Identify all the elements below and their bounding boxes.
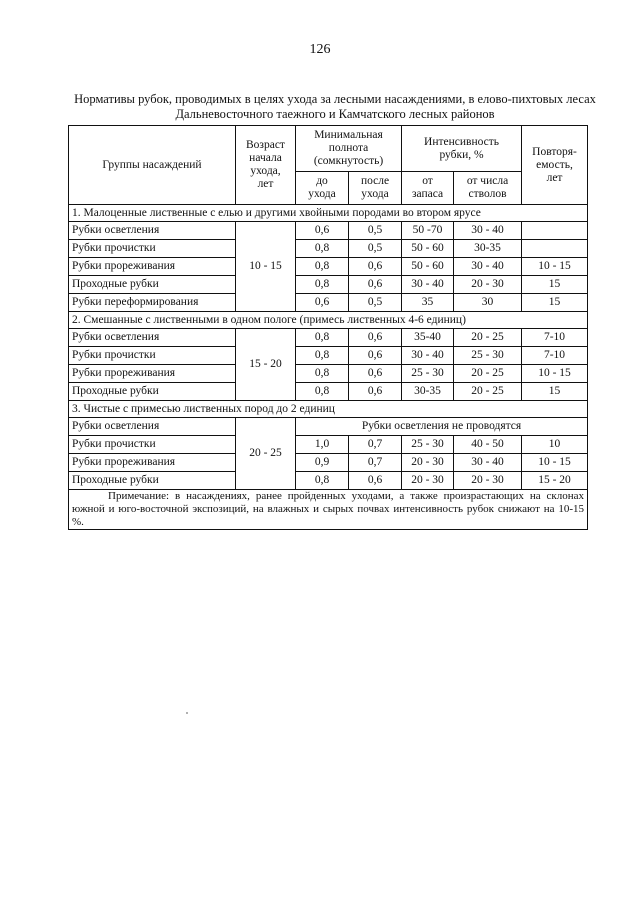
header-row-1 bbox=[69, 126, 588, 172]
page-number: 126 bbox=[309, 42, 331, 57]
intensity-stock: 25 - 30 bbox=[402, 436, 454, 454]
intensity-stock: 50 - 60 bbox=[402, 240, 454, 258]
intensity-stock: 30 - 40 bbox=[402, 347, 454, 365]
header-age: Возраст начала ухода, лет bbox=[236, 126, 296, 205]
table-row bbox=[69, 329, 588, 347]
header-stock: от запаса bbox=[402, 172, 454, 205]
density-after: 0,5 bbox=[349, 240, 402, 258]
density-before: 0,9 bbox=[296, 454, 349, 472]
intensity-trunks: 25 - 30 bbox=[454, 347, 522, 365]
repeat-years: 7-10 bbox=[522, 347, 588, 365]
section-title: 3. Чистые с примесью лиственных пород до 2 единиц bbox=[69, 401, 588, 418]
group-name: Рубки прочистки bbox=[69, 436, 236, 454]
density-after: 0,6 bbox=[349, 472, 402, 490]
table-row bbox=[69, 347, 588, 365]
intensity-stock: 25 - 30 bbox=[402, 365, 454, 383]
density-after: 0,6 bbox=[349, 365, 402, 383]
density-after: 0,6 bbox=[349, 383, 402, 401]
intensity-trunks: 20 - 25 bbox=[454, 365, 522, 383]
density-after: 0,6 bbox=[349, 258, 402, 276]
section-row bbox=[69, 401, 588, 418]
density-after: 0,6 bbox=[349, 329, 402, 347]
header-before: до ухода bbox=[296, 172, 349, 205]
intensity-trunks: 20 - 30 bbox=[454, 276, 522, 294]
table-row bbox=[69, 240, 588, 258]
group-name: Рубки прочистки bbox=[69, 347, 236, 365]
section-title: 2. Смешанные с лиственными в одном пологе (примесь лиственных 4-6 единиц) bbox=[69, 312, 588, 329]
intensity-stock: 30-35 bbox=[402, 383, 454, 401]
section-title: 1. Малоценные лиственные с елью и другими хвойными породами во втором ярусе bbox=[69, 205, 588, 222]
density-before: 1,0 bbox=[296, 436, 349, 454]
repeat-years: 15 bbox=[522, 294, 588, 312]
title-line-2: Дальневосточного таежного и Камчатского лесных районов bbox=[175, 107, 495, 121]
header-trunks: от числа стволов bbox=[454, 172, 522, 205]
group-name: Рубки осветления bbox=[69, 418, 236, 436]
table-row bbox=[69, 454, 588, 472]
repeat-years bbox=[522, 240, 588, 258]
scan-speck bbox=[186, 712, 188, 714]
intensity-stock: 30 - 40 bbox=[402, 276, 454, 294]
no-thinning-note: Рубки осветления не проводятся bbox=[296, 418, 588, 436]
density-before: 0,8 bbox=[296, 329, 349, 347]
intensity-trunks: 30-35 bbox=[454, 240, 522, 258]
group-name: Проходные рубки bbox=[69, 383, 236, 401]
density-before: 0,8 bbox=[296, 472, 349, 490]
density-after: 0,7 bbox=[349, 436, 402, 454]
table-row bbox=[69, 276, 588, 294]
density-before: 0,6 bbox=[296, 222, 349, 240]
density-before: 0,6 bbox=[296, 294, 349, 312]
density-before: 0,8 bbox=[296, 240, 349, 258]
repeat-years bbox=[522, 222, 588, 240]
section-row bbox=[69, 205, 588, 222]
header-after: после ухода bbox=[349, 172, 402, 205]
repeat-years: 15 bbox=[522, 383, 588, 401]
repeat-years: 15 bbox=[522, 276, 588, 294]
intensity-stock: 35-40 bbox=[402, 329, 454, 347]
table-row bbox=[69, 258, 588, 276]
repeat-years: 7-10 bbox=[522, 329, 588, 347]
header-group: Группы насаждений bbox=[69, 126, 236, 205]
header-density: Минимальная полнота (сомкнутость) bbox=[296, 126, 402, 172]
header-intensity: Интенсивность рубки, % bbox=[402, 126, 522, 172]
group-name: Рубки прореживания bbox=[69, 258, 236, 276]
group-name: Рубки прочистки bbox=[69, 240, 236, 258]
density-before: 0,8 bbox=[296, 365, 349, 383]
density-after: 0,7 bbox=[349, 454, 402, 472]
header-repeat: Повторя- емость, лет bbox=[522, 126, 588, 205]
table-row bbox=[69, 472, 588, 490]
start-age: 15 - 20 bbox=[236, 329, 296, 401]
table-row bbox=[69, 436, 588, 454]
repeat-years: 10 - 15 bbox=[522, 258, 588, 276]
repeat-years: 15 - 20 bbox=[522, 472, 588, 490]
group-name: Рубки осветления bbox=[69, 329, 236, 347]
repeat-years: 10 bbox=[522, 436, 588, 454]
title-line-1: Нормативы рубок, проводимых в целях ухода за лесными насаждениями, в елово-пихтовых лесах bbox=[74, 92, 596, 106]
group-name: Рубки переформирования bbox=[69, 294, 236, 312]
table-row bbox=[69, 418, 588, 436]
density-before: 0,8 bbox=[296, 347, 349, 365]
start-age: 10 - 15 bbox=[236, 222, 296, 312]
repeat-years: 10 - 15 bbox=[522, 454, 588, 472]
group-name: Рубки прореживания bbox=[69, 454, 236, 472]
density-before: 0,8 bbox=[296, 258, 349, 276]
note-row bbox=[69, 490, 588, 530]
section-row bbox=[69, 312, 588, 329]
intensity-stock: 50 - 60 bbox=[402, 258, 454, 276]
intensity-trunks: 40 - 50 bbox=[454, 436, 522, 454]
note-text: Примечание: в насаждениях, ранее пройденных уходами, а также произрастающих на склонах южной и юго-восточной экспозиций, на влажных и сырых почвах интенсивность рубок снижают на 10-15 %. bbox=[72, 490, 585, 528]
intensity-stock: 35 bbox=[402, 294, 454, 312]
density-after: 0,6 bbox=[349, 347, 402, 365]
table-row bbox=[69, 294, 588, 312]
group-name: Проходные рубки bbox=[69, 276, 236, 294]
density-before: 0,8 bbox=[296, 276, 349, 294]
intensity-trunks: 30 - 40 bbox=[454, 222, 522, 240]
density-after: 0,6 bbox=[349, 276, 402, 294]
table-title bbox=[56, 92, 614, 122]
density-after: 0,5 bbox=[349, 294, 402, 312]
group-name: Рубки прореживания bbox=[69, 365, 236, 383]
intensity-stock: 20 - 30 bbox=[402, 454, 454, 472]
intensity-trunks: 30 - 40 bbox=[454, 454, 522, 472]
intensity-trunks: 20 - 25 bbox=[454, 383, 522, 401]
table-row bbox=[69, 383, 588, 401]
density-before: 0,8 bbox=[296, 383, 349, 401]
norms-table bbox=[68, 125, 588, 530]
start-age: 20 - 25 bbox=[236, 418, 296, 490]
group-name: Рубки осветления bbox=[69, 222, 236, 240]
repeat-years: 10 - 15 bbox=[522, 365, 588, 383]
intensity-stock: 50 -70 bbox=[402, 222, 454, 240]
intensity-trunks: 30 - 40 bbox=[454, 258, 522, 276]
intensity-trunks: 20 - 25 bbox=[454, 329, 522, 347]
density-after: 0,5 bbox=[349, 222, 402, 240]
table-note bbox=[69, 490, 588, 530]
group-name: Проходные рубки bbox=[69, 472, 236, 490]
intensity-trunks: 20 - 30 bbox=[454, 472, 522, 490]
intensity-stock: 20 - 30 bbox=[402, 472, 454, 490]
intensity-trunks: 30 bbox=[454, 294, 522, 312]
table-row bbox=[69, 222, 588, 240]
table-row bbox=[69, 365, 588, 383]
